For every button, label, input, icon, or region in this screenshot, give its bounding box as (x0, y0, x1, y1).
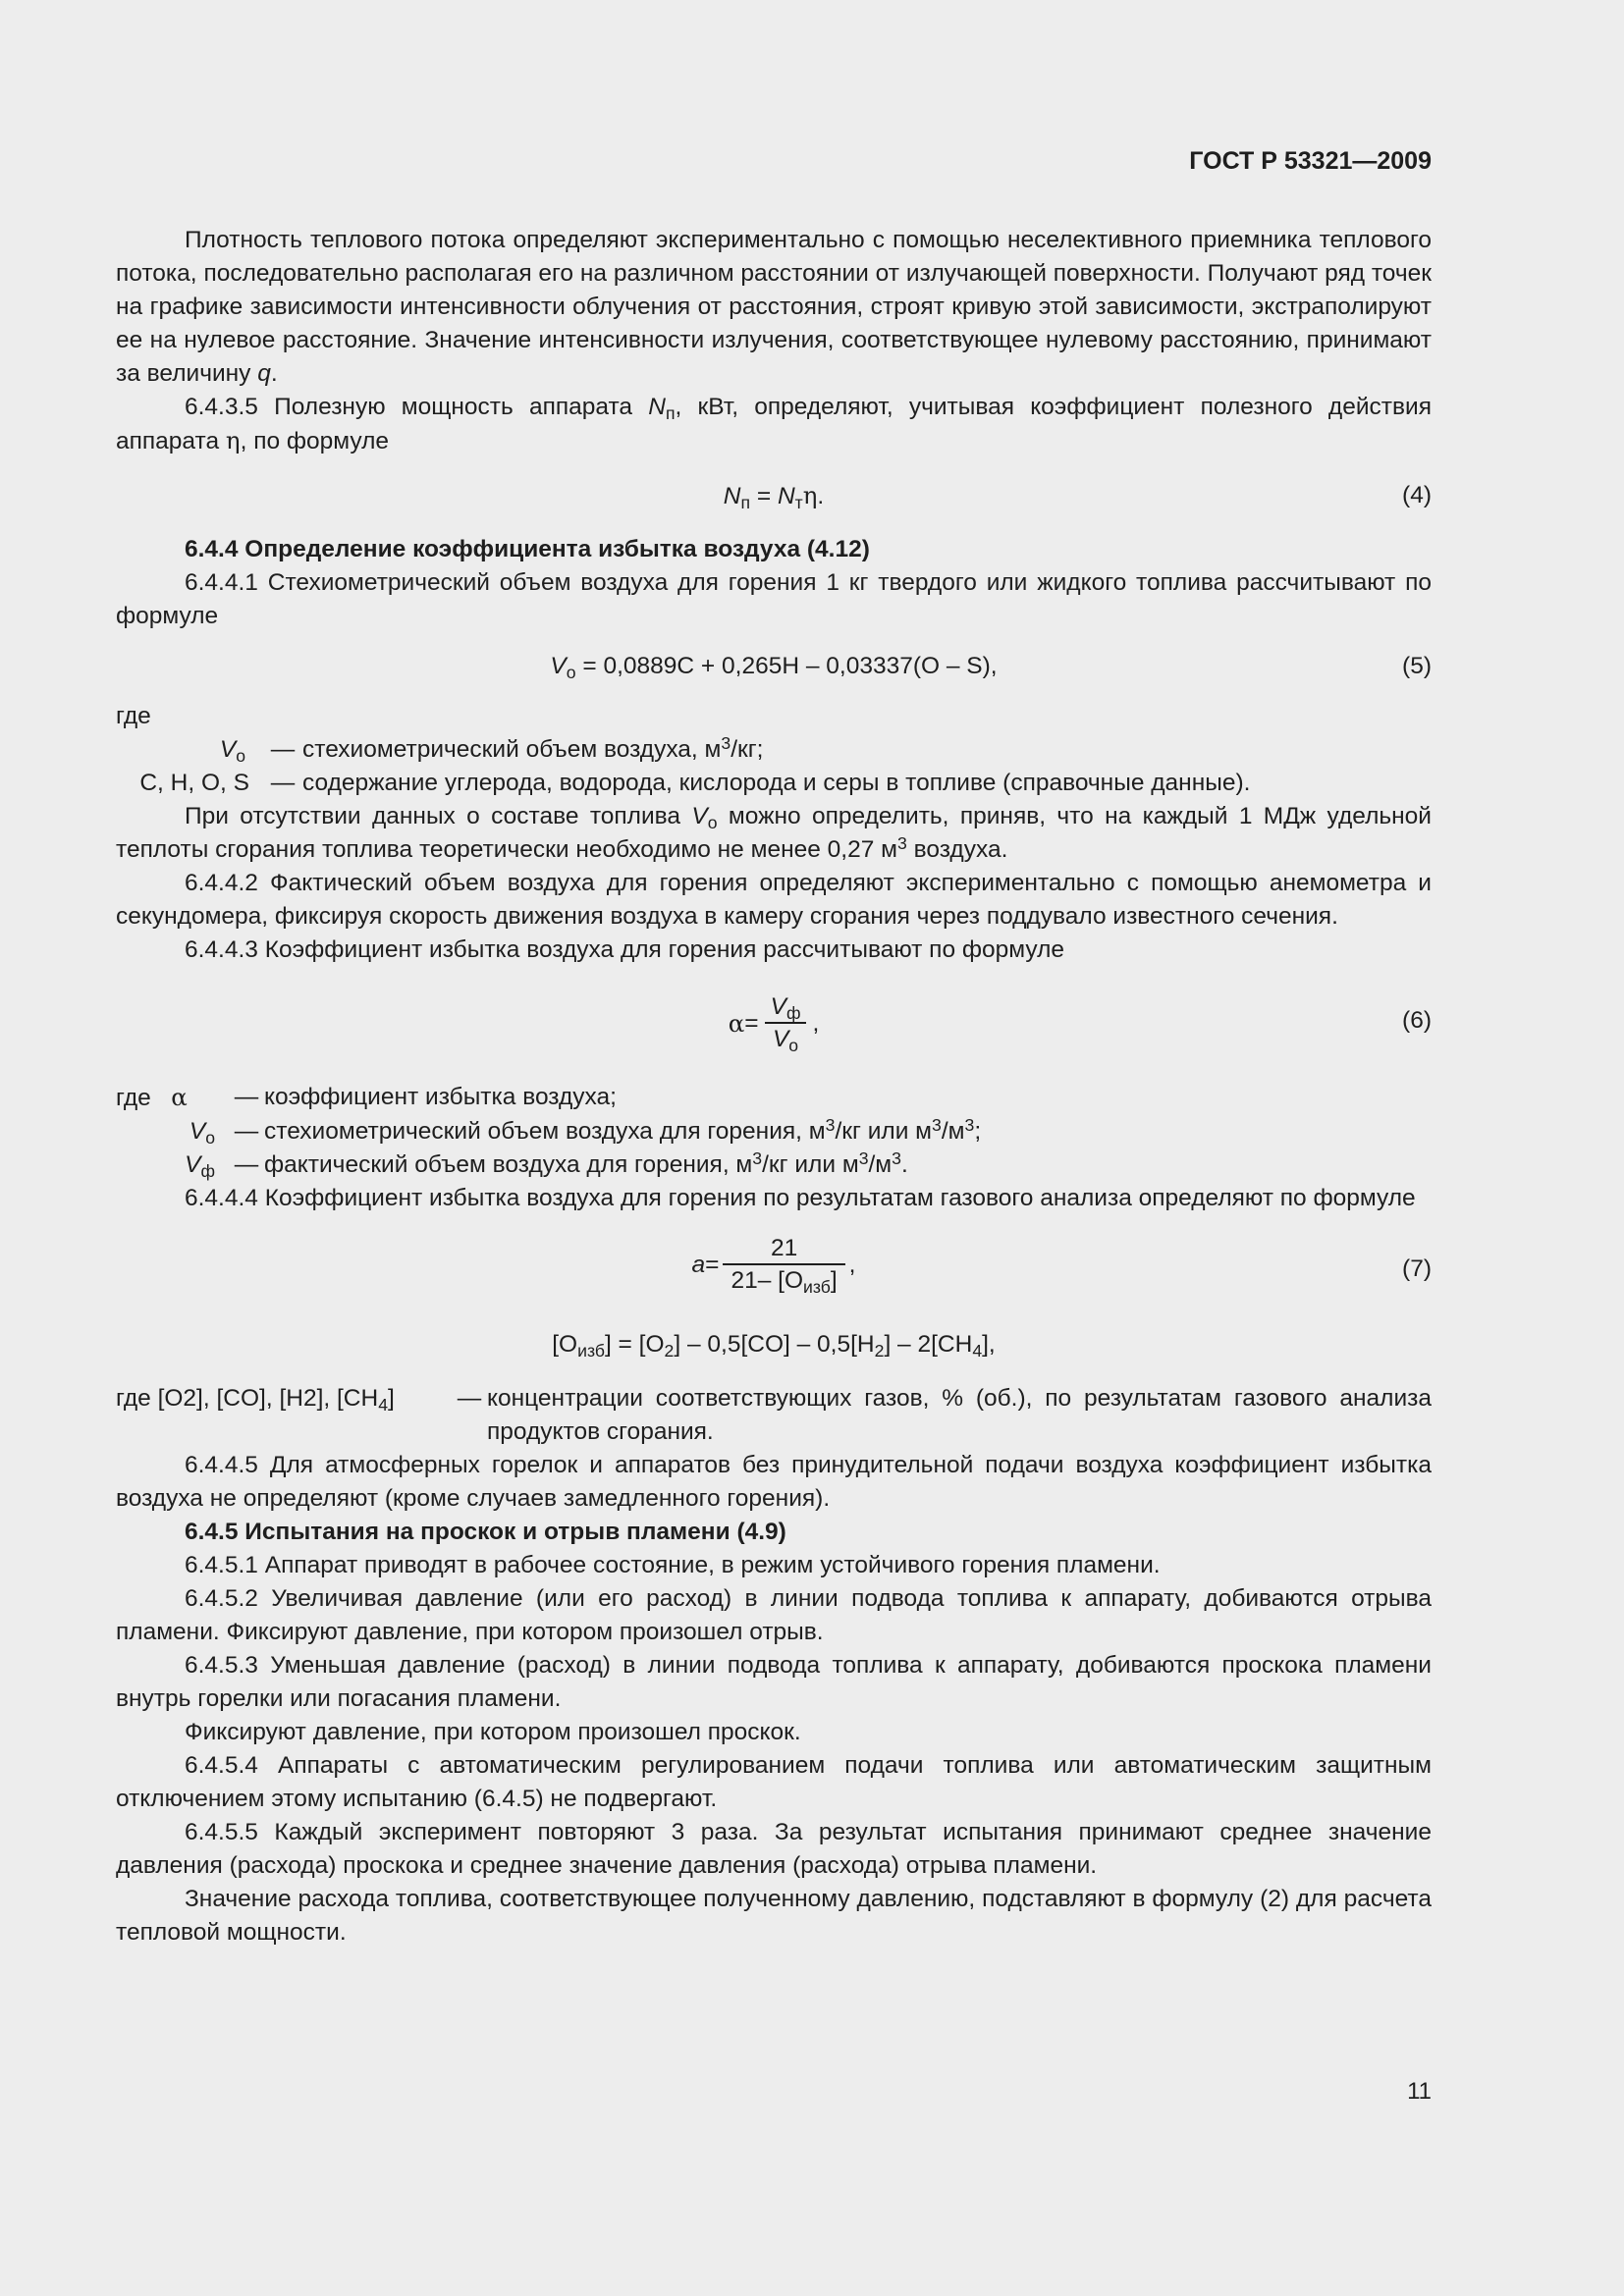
page-content (116, 224, 1432, 1949)
paragraph-fuel-flow: Значение расхода топлива, соответствующее полученному давлению, подставляют в формулу (2) для расчета тепловой мощности. (116, 1886, 1432, 1946)
definitions-formula-7: где [O2], [CO], [H2], $[CH_4]$ — концентрации соответствующих газов, % (об.), по результатам газового анализа продуктов сгорания. (116, 1385, 1432, 1445)
definitions-formula-6: где α — коэффициент избытка воздуха; $V_о$ — стехиометрический объем воздуха для горения, $м^3/кг$ или $м^3/м^3$; $V_ф$ — фактический объем воздуха для горения, $м^3/кг$ или $м^3/м^3$. (116, 1083, 982, 1181)
formula-oxygen-excess: $[O_{изб}] = [O_2] - 0,5[CO] - 0,5[H_2] - 2[CH_4]$, (552, 1331, 996, 1361)
paragraph-6-4-3-5: 6.4.3.5 Полезную мощность аппарата $N_п$, кВт, определяют, учитывая коэффициент полезного действия аппарата η, по формуле (116, 394, 1432, 454)
paragraph-6-4-4-2: 6.4.4.2 Фактический объем воздуха для горения определяют экспериментально с помощью анемометра и секундомера, фиксируя скорость движения воздуха в камеру сгорания через поддувало известного сечения. (116, 870, 1432, 930)
formula-number: (5) (1402, 653, 1432, 679)
paragraph-6-4-5-2: 6.4.5.2 Увеличивая давление (или его расход) в линии подвода топлива к аппарату, добиваются отрыва пламени. Фиксируют давление, при котором произошел отрыв. (116, 1585, 1432, 1645)
paragraph-6-4-5-4: 6.4.5.4 Аппараты с автоматическим регулированием подачи топлива или автоматическим защитным отключением этому испытанию (6.4.5) не подвергают. (116, 1752, 1432, 1812)
paragraph-6-4-4-4: 6.4.4.4 Коэффициент избытка воздуха для горения по результатам газового анализа определяют по формуле (185, 1185, 1416, 1211)
section-heading-6-4-5: 6.4.5 Испытания на проскок и отрыв пламени (4.9) (185, 1519, 786, 1545)
paragraph-absent-data: При отсутствии данных о составе топлива $V_о$ можно определить, приняв, что на каждый 1 МДж удельной теплоты сгорания топлива теоретически необходимо не менее 0,27 $м^3$ воздуха. (116, 803, 1432, 863)
page-number: 11 (1407, 2078, 1432, 2105)
formula-5: $V_о = 0,0889C + 0,265H - 0,03337(O - S)$, (5) (116, 641, 1432, 692)
paragraph-6-4-5-5: 6.4.5.5 Каждый эксперимент повторяют 3 раза. За результат испытания принимают среднее значение давления (расхода) проскока и среднее значение давления (расхода) отрыва пламени. (116, 1819, 1432, 1879)
formula-number: (4) (1402, 482, 1432, 508)
fraction: $\frac{V_ф}{V_о}$ (763, 992, 809, 1055)
formula-7: a = $\frac{21}{21- [O_{изб}]}$ , (7) (691, 1235, 1432, 1297)
paragraph-6-4-4-1: 6.4.4.1 Стехиометрический объем воздуха для горения 1 кг твердого или жидкого топлива рассчитывают по формуле (116, 569, 1432, 629)
paragraph-6-4-4-5: 6.4.4.5 Для атмосферных горелок и аппаратов без принудительной подачи воздуха коэффициент избытка воздуха не определяют (кроме случаев замедленного горения). (116, 1452, 1432, 1512)
standard-code: ГОСТ Р 53321—2009 (1189, 147, 1432, 175)
formula-number: (7) (1402, 1255, 1432, 1282)
section-heading-6-4-4: 6.4.4 Определение коэффициента избытка воздуха (4.12) (185, 536, 870, 562)
fraction: $\frac{21}{21- [O_{изб}]}$ (723, 1234, 844, 1297)
formula-number: (6) (1402, 1007, 1432, 1034)
paragraph-fix-pressure: Фиксируют давление, при котором произошел проскок. (185, 1719, 801, 1745)
formula-6: α = $\frac{V_ф}{V_о}$ , (6) (728, 993, 1432, 1055)
document-page (116, 0, 1432, 2296)
paragraph-intro: Плотность теплового потока определяют экспериментально с помощью неселективного приемника теплового потока, последовательно располагая его на различном расстоянии от излучающей поверхности. Получают ряд точек на графике зависимости интенсивности облучения от расстояния, строят кривую этой зависимости, экстраполируют ее на нулевое расстояние. Значение интенсивности излучения, соответствующее нулевому расстоянию, принимают за величину q. (116, 227, 1432, 387)
paragraph-6-4-4-3: 6.4.4.3 Коэффициент избытка воздуха для горения рассчитывают по формуле (185, 936, 1065, 963)
paragraph-6-4-5-3: 6.4.5.3 Уменьшая давление (расход) в линии подвода топлива к аппарату, добиваются проскока пламени внутрь горелки или погасания пламени. (116, 1652, 1432, 1712)
formula-4: $N_п = N_т\eta$. (4) (116, 466, 1432, 525)
definitions-formula-5: где $V_о$ — стехиометрический объем воздуха, $м^3/кг$; C, H, O, S — содержание углерода, водорода, кислорода и серы в топливе (справочные данные). (116, 703, 1251, 796)
paragraph-6-4-5-1: 6.4.5.1 Аппарат приводят в рабочее состояние, в режим устойчивого горения пламени. (185, 1552, 1161, 1578)
